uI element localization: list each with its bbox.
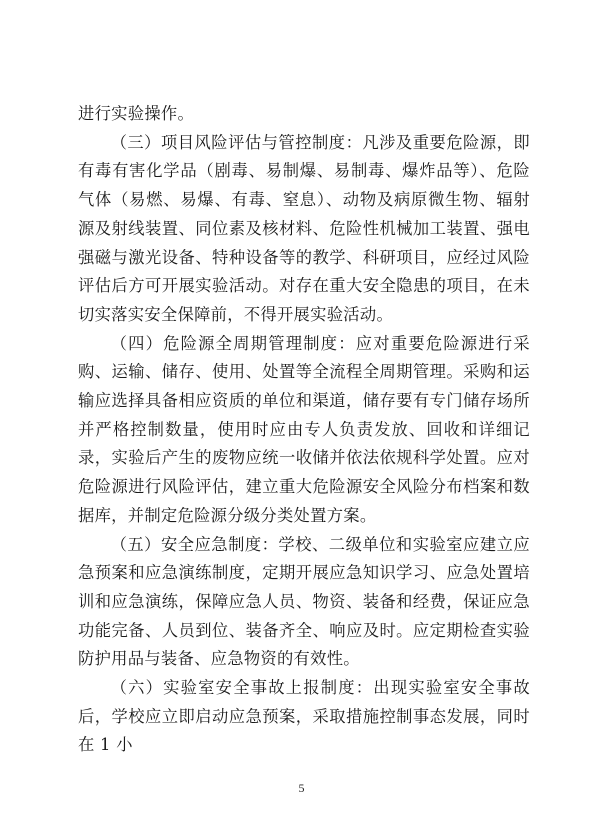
document-body	[78, 100, 530, 760]
paragraph-incident-reporting: （六）实验室安全事故上报制度：出现实验室安全事故后，学校应立即启动应急预案，采取措施控制事态发展，同时在 1 小	[78, 678, 530, 755]
page-number: 5	[298, 781, 305, 795]
paragraph-risk-assessment: （三）项目风险评估与管控制度：凡涉及重要危险源，即有毒有害化学品（剧毒、易制爆、易制毒、爆炸品等）、危险气体（易燃、易爆、有毒、窒息）、动物及病原微生物、辐射源及射线装置、同位素及核材料、危险性机械加工装置、强电强磁与激光设备、特种设备等的教学、科研项目，应经过风险评估后方可开展实验活动。对存在重大安全隐患的项目，在未切实落实安全保障前，不得开展实验活动。	[78, 132, 530, 324]
paragraph-hazard-lifecycle: （四）危险源全周期管理制度：应对重要危险源进行采购、运输、储存、使用、处置等全流程全周期管理。采购和运输应选择具备相应资质的单位和渠道，储存要有专门储存场所并严格控制数量，使用时应由专人负责发放、回收和详细记录，实验后产生的废物应统一收储并依法依规科学处置。应对危险源进行风险评估，建立重大危险源安全风险分布档案和数据库，并制定危险源分级分类处置方案。	[78, 333, 530, 525]
paragraph-emergency: （五）安全应急制度：学校、二级单位和实验室应建立应急预案和应急演练制度，定期开展应急知识学习、应急处置培训和应急演练，保障应急人员、物资、装备和经费，保证应急功能完备、人员到位、装备齐全、响应及时。应定期检查实验防护用品与装备、应急物资的有效性。	[78, 534, 530, 669]
paragraph-continuation: 进行实验操作。	[78, 104, 195, 123]
